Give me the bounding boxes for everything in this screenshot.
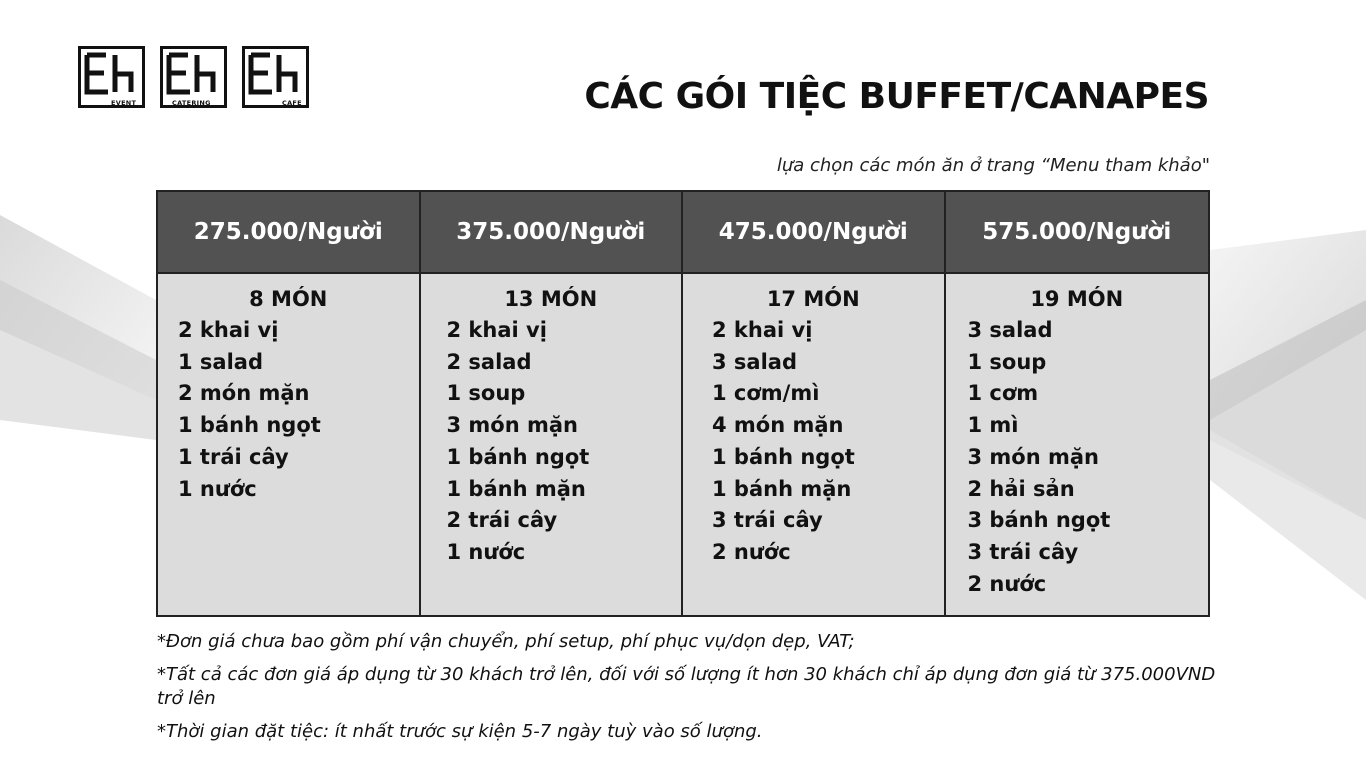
list-item: 1 mì [967, 413, 1019, 438]
list-item: 3 món mặn [446, 413, 578, 438]
list-item: 3 trái cây [712, 508, 823, 533]
list-item: 1 trái cây [178, 444, 289, 469]
package-column-2 [421, 274, 684, 615]
list-item: 1 bánh ngọt [712, 444, 855, 469]
footnotes [157, 630, 1217, 753]
list-item: 1 cơm/mì [712, 381, 820, 406]
dish-count: 19 MÓN [1030, 287, 1124, 311]
brand-logos [78, 46, 309, 108]
list-item: 1 bánh ngọt [178, 413, 321, 438]
price-header-4: 575.000/Người [946, 192, 1209, 274]
logo-caption: EVENT [111, 99, 137, 107]
list-item: 2 hải sản [967, 476, 1075, 501]
logo-caption: CATERING [172, 99, 211, 107]
list-item: 2 trái cây [446, 508, 558, 533]
list-item: 1 bánh mặn [712, 476, 852, 501]
footnote-minimum-guests: *Tất cả các đơn giá áp dụng từ 30 khách trở lên, đối với số lượng ít hơn 30 khách chỉ áp dụng đơn giá từ 375.000VND trở lên [157, 664, 1216, 709]
list-item: 4 món mặn [712, 413, 844, 438]
dish-count: 8 MÓN [249, 287, 328, 311]
list-item: 2 khai vị [712, 318, 813, 342]
list-item: 1 soup [446, 381, 526, 406]
list-item: 3 món mặn [967, 444, 1099, 469]
list-item: 1 bánh mặn [446, 476, 586, 501]
package-column-3 [683, 274, 946, 615]
list-item: 2 khai vị [446, 318, 547, 342]
list-item: 1 bánh ngọt [446, 444, 590, 469]
list-item: 3 trái cây [967, 539, 1079, 564]
list-item: 2 nước [712, 539, 791, 564]
package-column-1 [158, 274, 421, 615]
list-item: 2 khai vị [178, 318, 279, 342]
list-item: 3 salad [967, 318, 1053, 342]
list-item: 1 nước [178, 476, 257, 501]
list-item: 3 bánh ngọt [967, 508, 1111, 533]
dish-list [421, 315, 682, 569]
price-header-3: 475.000/Người [683, 192, 946, 274]
list-item: 1 nước [446, 539, 526, 564]
dish-list [158, 315, 419, 505]
page-title: CÁC GÓI TIỆC BUFFET/CANAPES [584, 76, 1209, 117]
dish-count: 17 MÓN [766, 287, 860, 311]
eh-catering-logo [160, 46, 227, 108]
dish-list [683, 315, 944, 569]
price-header-1: 275.000/Người [158, 192, 421, 274]
list-item: 2 món mặn [178, 381, 310, 406]
dish-count: 13 MÓN [504, 287, 598, 311]
list-item: 1 soup [967, 349, 1047, 374]
pricing-table [156, 190, 1210, 617]
price-header-2: 375.000/Người [421, 192, 684, 274]
page-subtitle: lựa chọn các món ăn ở trang “Menu tham khảo" [776, 155, 1210, 176]
footnote-booking-time: *Thời gian đặt tiệc: ít nhất trước sự kiện 5-7 ngày tuỳ vào số lượng. [157, 721, 763, 742]
list-item: 1 salad [178, 349, 263, 374]
dish-list [946, 315, 1209, 600]
list-item: 1 cơm [967, 381, 1039, 406]
eh-cafe-logo [242, 46, 309, 108]
list-item: 3 salad [712, 349, 797, 374]
list-item: 2 salad [446, 349, 532, 374]
package-column-4 [946, 274, 1209, 615]
eh-event-logo [78, 46, 145, 108]
footnote-pricing: *Đơn giá chưa bao gồm phí vận chuyển, phí setup, phí phục vụ/dọn dẹp, VAT; [157, 631, 855, 652]
logo-caption: CAFE [282, 99, 302, 107]
list-item: 2 nước [967, 571, 1047, 596]
